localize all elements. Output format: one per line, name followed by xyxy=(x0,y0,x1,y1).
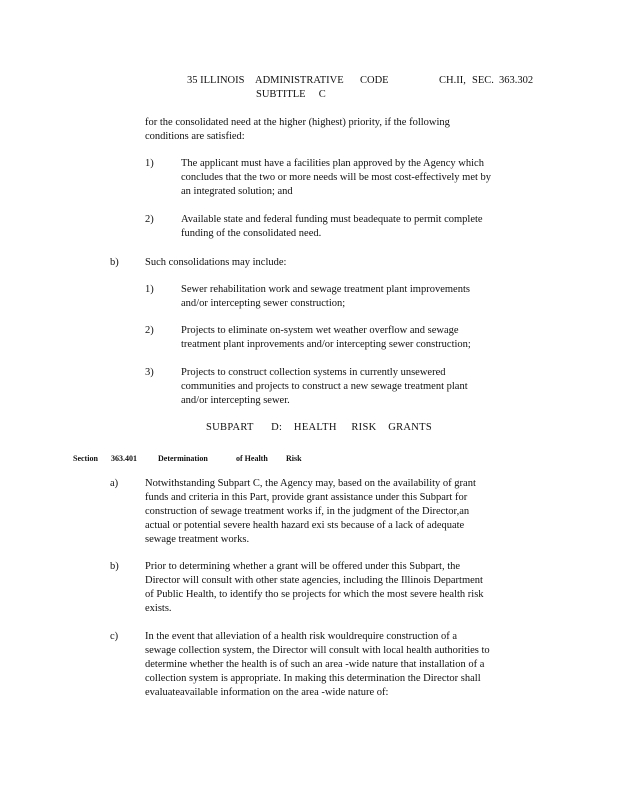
item-b2-marker: 2) xyxy=(145,325,154,336)
header-section: SEC. xyxy=(472,75,494,86)
header-subtitle: SUBTITLE C xyxy=(256,89,326,100)
section-item-b-marker: b) xyxy=(110,561,119,572)
item-b3-marker: 3) xyxy=(145,367,154,378)
item-a2-marker: 2) xyxy=(145,214,154,225)
section-number: 363.401 xyxy=(111,454,137,463)
section-title-part1: Determination xyxy=(158,454,208,463)
item-b2-text: Projects to eliminate on-system wet weather overflow and sewage treatment plant inprovements and/or intercepting sewer construction; xyxy=(181,325,471,350)
item-b1-marker: 1) xyxy=(145,284,154,295)
intro-paragraph: for the consolidated need at the higher (highest) priority, if the following conditions are satisfied: xyxy=(145,117,450,142)
item-b-marker: b) xyxy=(110,257,119,268)
section-label: Section xyxy=(73,454,98,463)
item-b-text: Such consolidations may include: xyxy=(145,257,287,268)
item-a1-text: The applicant must have a facilities plan approved by the Agency which concludes that the two or more needs will be most cost-effectively met by an integrated solution; and xyxy=(181,158,492,197)
header-chapter: CH.II, xyxy=(439,75,466,86)
item-a1-marker: 1) xyxy=(145,158,154,169)
item-b3-text: Projects to construct collection systems in currently unsewered communities and projects to construct a new sewage treatment plant and/or intercepting sewer. xyxy=(181,367,468,406)
section-item-c-marker: c) xyxy=(110,631,119,642)
header-code-word: CODE xyxy=(360,75,389,86)
subpart-heading: SUBPART D: HEALTH RISK GRANTS xyxy=(206,422,433,433)
section-item-b-text: Prior to determining whether a grant will be offered under this Subpart, the Director will consult with other state agencies, including the Illinois Department of Public Health, to identify tho se projects for which the most severe health risk exists. xyxy=(145,561,484,614)
header-section-number: 363.302 xyxy=(499,75,534,86)
item-b1-text: Sewer rehabilitation work and sewage treatment plant improvements and/or intercepting sewer construction; xyxy=(181,284,470,309)
section-item-a-text: Notwithstanding Subpart C, the Agency may, based on the availability of grant funds and criteria in this Part, provide grant assistance under this Subpart for construction of sewage treatment works if, in the judgment of the Director,an actual or potential severe health hazard exi sts because of a lack of adequate sewage treatment works. xyxy=(145,478,476,545)
item-a2-text: Available state and federal funding must beadequate to permit complete funding of the consolidated need. xyxy=(181,214,483,239)
header-code-admin: ADMINISTRATIVE xyxy=(255,75,344,86)
header-code-left: 35 ILLINOIS xyxy=(187,75,245,86)
section-item-c-text: In the event that alleviation of a health risk wouldrequire construction of a sewage collection system, the Director will consult with local health authorities to determine whether the health is of such an area -wide nature that installation of a collection system is appropriate. In making this determination the Director shall evaluateavailable information on the area -wide nature of: xyxy=(145,631,490,698)
section-item-a-marker: a) xyxy=(110,478,119,489)
section-title-part2: of Health xyxy=(236,454,268,463)
section-title-part3: Risk xyxy=(286,454,302,463)
